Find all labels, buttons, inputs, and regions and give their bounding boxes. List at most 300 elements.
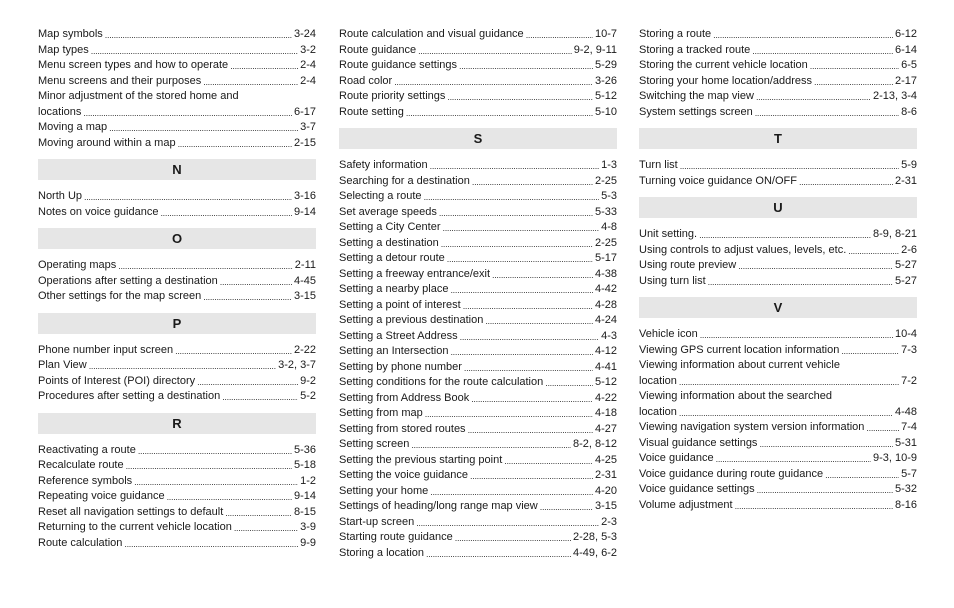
index-entry bbox=[38, 389, 316, 405]
index-entry bbox=[639, 43, 917, 59]
index-entry-title: Set average speeds bbox=[339, 205, 437, 218]
dot-leader bbox=[411, 441, 571, 450]
dot-leader bbox=[394, 77, 593, 86]
dot-leader bbox=[679, 408, 893, 417]
index-entry bbox=[38, 43, 316, 59]
dot-leader bbox=[713, 31, 893, 40]
index-entry-page: 3-2 bbox=[300, 43, 316, 56]
dot-leader bbox=[430, 487, 593, 496]
index-entry-page: 3-2, 3-7 bbox=[278, 359, 316, 371]
index-entry-title: Settings of heading/long range map view bbox=[339, 500, 538, 512]
index-column-3 bbox=[639, 27, 917, 513]
index-entry-title: Using turn list bbox=[639, 274, 706, 287]
dot-leader bbox=[83, 108, 292, 117]
index-entry-title: Plan View bbox=[38, 359, 87, 371]
index-entry-title: Turn list bbox=[639, 159, 678, 171]
dot-leader bbox=[799, 177, 893, 186]
index-entry-title: Procedures after setting a destination bbox=[38, 390, 221, 402]
index-entry bbox=[339, 298, 617, 314]
dot-leader bbox=[225, 508, 292, 517]
index-entry-title: Switching the map view bbox=[639, 90, 754, 102]
index-entry-page: 3-15 bbox=[594, 500, 617, 512]
index-entry bbox=[639, 436, 917, 452]
index-entry-page: 2-31 bbox=[894, 174, 917, 187]
index-entry-page: 5-27 bbox=[894, 274, 917, 287]
index-entry bbox=[38, 120, 316, 136]
index-entry bbox=[339, 530, 617, 546]
index-entry-page: 3-7 bbox=[300, 121, 316, 133]
index-entry bbox=[339, 189, 617, 205]
dot-leader bbox=[134, 477, 298, 486]
index-entry-title: Minor adjustment of the stored home and bbox=[38, 90, 239, 102]
index-entry bbox=[38, 505, 316, 521]
index-entry bbox=[339, 468, 617, 484]
index-entry bbox=[38, 205, 316, 221]
index-entry bbox=[38, 489, 316, 505]
index-entry-title: Phone number input screen bbox=[38, 343, 174, 356]
section-letter-header: R bbox=[38, 413, 316, 434]
dot-leader bbox=[463, 301, 593, 310]
section-letter-header: N bbox=[38, 159, 316, 180]
index-entry bbox=[639, 451, 917, 467]
index-entry-title: Viewing information about current vehicle bbox=[639, 359, 840, 371]
index-entry-title: Setting a City Center bbox=[339, 221, 441, 233]
index-entry-title: Points of Interest (POI) directory bbox=[38, 374, 196, 387]
dot-leader bbox=[234, 524, 298, 533]
index-entry bbox=[38, 289, 316, 305]
index-entry-title: Map symbols bbox=[38, 28, 103, 40]
index-entry-title: Route guidance settings bbox=[339, 59, 458, 71]
dot-leader bbox=[447, 255, 593, 264]
index-entry-page: 4-48 bbox=[894, 405, 917, 418]
index-entry bbox=[339, 546, 617, 562]
index-entry-page: 8-2, 8-12 bbox=[572, 438, 617, 450]
index-entry bbox=[339, 282, 617, 298]
index-entry bbox=[639, 74, 917, 90]
index-entry-title: Route priority settings bbox=[339, 90, 446, 102]
index-entry-title: Vehicle icon bbox=[639, 328, 698, 340]
index-entry bbox=[38, 443, 316, 459]
index-entry-title: Starting route guidance bbox=[339, 531, 453, 543]
index-entry-page: 5-2 bbox=[300, 390, 316, 402]
index-entry-page: 4-24 bbox=[594, 314, 617, 326]
index-entry bbox=[38, 536, 316, 552]
dot-leader bbox=[124, 539, 298, 548]
index-entry bbox=[38, 520, 316, 536]
index-entry bbox=[639, 105, 917, 121]
index-entry-title: Using controls to adjust values, levels, etc. bbox=[639, 243, 847, 256]
index-entry-title: Safety information bbox=[339, 159, 428, 171]
index-entry-title: Setting screen bbox=[339, 438, 410, 450]
index-entry bbox=[339, 251, 617, 267]
index-entry-page: 4-22 bbox=[594, 391, 617, 404]
dot-leader bbox=[735, 501, 893, 510]
dot-leader bbox=[460, 332, 599, 341]
index-entry-title: Turning voice guidance ON/OFF bbox=[639, 174, 797, 187]
index-entry-title: Returning to the current vehicle location bbox=[38, 521, 232, 533]
index-entry bbox=[38, 274, 316, 290]
index-entry-title: Setting a destination bbox=[339, 236, 439, 249]
index-entry bbox=[38, 74, 316, 90]
index-entry-title-continued: locations bbox=[38, 105, 82, 118]
index-entry-title: Voice guidance during route guidance bbox=[639, 467, 824, 480]
dot-leader bbox=[464, 363, 593, 372]
dot-leader bbox=[441, 239, 593, 248]
index-entry-title: Route setting bbox=[339, 105, 404, 118]
dot-leader bbox=[679, 377, 899, 386]
index-entry-page: 6-12 bbox=[894, 28, 917, 40]
index-entry bbox=[339, 391, 617, 407]
dot-leader bbox=[203, 293, 292, 302]
index-entry-page: 3-16 bbox=[293, 190, 316, 202]
index-entry bbox=[339, 499, 617, 515]
index-entry-title: Storing a location bbox=[339, 546, 424, 559]
index-entry bbox=[339, 236, 617, 252]
index-entry-page: 2-6 bbox=[901, 243, 917, 256]
index-entry-page: 1-3 bbox=[601, 159, 617, 171]
index-entry-title: Notes on voice guidance bbox=[38, 205, 159, 218]
index-entry-title: Setting a freeway entrance/exit bbox=[339, 267, 491, 280]
index-entry-page: 2-31 bbox=[594, 469, 617, 481]
index-entry-page: 3-24 bbox=[293, 28, 316, 40]
dot-leader bbox=[699, 231, 871, 240]
index-entry-title: Route calculation and visual guidance bbox=[339, 28, 524, 40]
index-entry bbox=[339, 406, 617, 422]
dot-leader bbox=[425, 410, 593, 419]
dot-leader bbox=[203, 77, 298, 86]
index-entry-page: 6-17 bbox=[293, 105, 316, 118]
index-entry-page: 8-15 bbox=[293, 505, 316, 518]
index-entry-title: Reference symbols bbox=[38, 474, 133, 487]
index-entry-title-continued: location bbox=[639, 374, 677, 387]
index-entry-title: Recalculate route bbox=[38, 459, 124, 471]
index-entry-page: 2-4 bbox=[300, 59, 316, 71]
section-letter-header: O bbox=[38, 228, 316, 249]
index-entry-page: 5-12 bbox=[594, 376, 617, 388]
dot-leader bbox=[424, 193, 600, 202]
index-entry-title: Moving around within a map bbox=[38, 136, 176, 149]
index-entry bbox=[339, 89, 617, 105]
dot-leader bbox=[197, 377, 298, 386]
index-entry-title: Operations after setting a destination bbox=[38, 274, 218, 287]
index-entry-title: Viewing GPS current location information bbox=[639, 343, 840, 356]
index-entry-title: Storing a route bbox=[639, 28, 712, 40]
index-entry-title: System settings screen bbox=[639, 105, 753, 118]
index-entry bbox=[38, 58, 316, 74]
dot-leader bbox=[91, 46, 298, 55]
index-entry-title: Searching for a destination bbox=[339, 174, 470, 187]
dot-leader bbox=[126, 462, 292, 471]
section-letter-header: V bbox=[639, 297, 917, 318]
index-entry-title: Setting a previous destination bbox=[339, 314, 484, 326]
index-entry-page: 2-15 bbox=[293, 136, 316, 149]
index-entry-title: Setting the previous starting point bbox=[339, 453, 503, 466]
index-entry-page: 5-29 bbox=[594, 59, 617, 71]
index-entry-page: 2-25 bbox=[594, 174, 617, 187]
dot-leader bbox=[756, 93, 871, 102]
dot-leader bbox=[222, 393, 298, 402]
dot-leader bbox=[540, 503, 593, 512]
dot-leader bbox=[105, 31, 292, 40]
index-entry-title: Start-up screen bbox=[339, 515, 415, 528]
index-entry bbox=[339, 74, 617, 90]
index-entry bbox=[38, 474, 316, 490]
index-entry bbox=[639, 467, 917, 483]
index-entry bbox=[639, 343, 917, 359]
index-entry bbox=[38, 89, 316, 120]
dot-leader bbox=[430, 162, 599, 171]
index-entry-page: 4-42 bbox=[594, 283, 617, 295]
index-entry-page: 9-2, 9-11 bbox=[573, 43, 617, 56]
section-letter-header: P bbox=[38, 313, 316, 334]
section-letter-header: U bbox=[639, 197, 917, 218]
dot-leader bbox=[84, 193, 292, 202]
index-entry bbox=[38, 458, 316, 474]
dot-leader bbox=[472, 177, 593, 186]
index-entry-page: 8-9, 8-21 bbox=[872, 228, 917, 240]
index-entry bbox=[639, 498, 917, 514]
index-entry-page: 4-18 bbox=[594, 407, 617, 419]
dot-leader bbox=[680, 162, 899, 171]
dot-leader bbox=[492, 270, 593, 279]
index-entry-page: 4-49, 6-2 bbox=[572, 546, 617, 559]
index-entry bbox=[339, 313, 617, 329]
dot-leader bbox=[471, 394, 593, 403]
dot-leader bbox=[848, 246, 899, 255]
index-entry-title: Reactivating a route bbox=[38, 443, 136, 456]
dot-leader bbox=[418, 46, 572, 55]
dot-leader bbox=[866, 424, 899, 433]
index-entry-title: Storing a tracked route bbox=[639, 43, 751, 56]
index-entry bbox=[639, 243, 917, 259]
index-entry bbox=[38, 136, 316, 152]
dot-leader bbox=[545, 379, 593, 388]
index-entry bbox=[38, 358, 316, 374]
dot-leader bbox=[841, 346, 899, 355]
index-entry-page: 4-25 bbox=[594, 453, 617, 466]
index-entry bbox=[339, 453, 617, 469]
index-entry bbox=[339, 43, 617, 59]
index-entry-title-continued: location bbox=[639, 405, 677, 418]
index-entry-page: 8-16 bbox=[894, 498, 917, 511]
section-letter-header: S bbox=[339, 128, 617, 149]
index-entry-page: 7-3 bbox=[901, 343, 917, 356]
dot-leader bbox=[118, 262, 293, 271]
index-entry bbox=[639, 258, 917, 274]
index-entry-title: Setting the voice guidance bbox=[339, 469, 469, 481]
index-entry-page: 5-17 bbox=[594, 252, 617, 264]
index-entry bbox=[639, 227, 917, 243]
dot-leader bbox=[450, 286, 593, 295]
index-entry bbox=[339, 515, 617, 531]
dot-leader bbox=[455, 534, 571, 543]
index-entry bbox=[639, 482, 917, 498]
index-entry bbox=[38, 258, 316, 274]
dot-leader bbox=[426, 549, 571, 558]
index-entry-title: Storing the current vehicle location bbox=[639, 59, 808, 71]
index-entry-page: 4-45 bbox=[293, 274, 316, 287]
index-entry-title: Setting a nearby place bbox=[339, 283, 449, 295]
index-entry bbox=[339, 58, 617, 74]
index-entry bbox=[639, 274, 917, 290]
index-entry bbox=[339, 344, 617, 360]
index-entry-page: 8-6 bbox=[901, 105, 917, 118]
dot-leader bbox=[755, 108, 899, 117]
index-entry bbox=[639, 389, 917, 420]
index-entry-page: 5-36 bbox=[293, 443, 316, 456]
dot-leader bbox=[178, 139, 292, 148]
dot-leader bbox=[443, 224, 600, 233]
index-entry bbox=[639, 174, 917, 190]
index-entry-page: 2-25 bbox=[594, 236, 617, 249]
index-entry-page: 3-15 bbox=[293, 290, 316, 302]
index-entry bbox=[339, 267, 617, 283]
dot-leader bbox=[700, 331, 893, 340]
index-entry-title: Setting a detour route bbox=[339, 252, 445, 264]
index-entry-page: 9-14 bbox=[293, 490, 316, 502]
index-column-1 bbox=[38, 27, 316, 551]
index-entry-page: 5-12 bbox=[594, 90, 617, 102]
index-entry-page: 9-2 bbox=[300, 374, 316, 387]
dot-leader bbox=[406, 108, 593, 117]
index-entry-title: Setting your home bbox=[339, 484, 429, 497]
dot-leader bbox=[450, 348, 593, 357]
index-entry-title: Menu screens and their purposes bbox=[38, 74, 202, 87]
index-entry-title: Using route preview bbox=[639, 259, 737, 271]
dot-leader bbox=[439, 208, 593, 217]
index-entry-title: Operating maps bbox=[38, 259, 117, 271]
dot-leader bbox=[752, 46, 893, 55]
index-entry-page: 5-33 bbox=[594, 205, 617, 218]
index-entry bbox=[339, 329, 617, 345]
index-entry bbox=[38, 27, 316, 43]
index-entry-title: Setting by phone number bbox=[339, 360, 462, 373]
index-entry-title: Setting conditions for the route calculation bbox=[339, 376, 544, 388]
section-letter-header: T bbox=[639, 128, 917, 149]
index-entry-page: 2-13, 3-4 bbox=[872, 90, 917, 102]
index-entry-page: 2-11 bbox=[294, 259, 316, 271]
index-entry-page: 6-5 bbox=[901, 59, 917, 71]
dot-leader bbox=[470, 472, 593, 481]
index-entry-page: 2-28, 5-3 bbox=[572, 531, 617, 543]
dot-leader bbox=[526, 31, 593, 40]
dot-leader bbox=[89, 362, 276, 371]
index-entry-title: North Up bbox=[38, 190, 83, 202]
index-entry-title: Setting from map bbox=[339, 407, 423, 419]
index-column-2 bbox=[339, 27, 617, 561]
index-entry bbox=[339, 437, 617, 453]
dot-leader bbox=[814, 77, 893, 86]
dot-leader bbox=[167, 493, 292, 502]
index-entry-title: Volume adjustment bbox=[639, 498, 733, 511]
index-entry bbox=[339, 375, 617, 391]
index-entry-page: 5-32 bbox=[894, 483, 917, 495]
index-entry-title: Visual guidance settings bbox=[639, 436, 758, 449]
index-entry-page: 4-8 bbox=[601, 221, 617, 233]
dot-leader bbox=[220, 277, 292, 286]
dot-leader bbox=[416, 518, 599, 527]
index-entry-title: Map types bbox=[38, 43, 89, 56]
index-entry-title: Setting a point of interest bbox=[339, 298, 461, 311]
index-entry bbox=[38, 189, 316, 205]
index-entry-page: 9-14 bbox=[293, 205, 316, 218]
index-entry-title: Voice guidance settings bbox=[639, 483, 755, 495]
index-entry-page: 5-7 bbox=[901, 467, 917, 480]
index-entry-page: 3-9 bbox=[300, 521, 316, 533]
index-entry-title: Unit setting. bbox=[639, 228, 698, 240]
index-entry bbox=[639, 58, 917, 74]
index-entry-title: Route calculation bbox=[38, 536, 123, 549]
index-entry bbox=[339, 422, 617, 438]
index-entry-title: Route guidance bbox=[339, 43, 417, 56]
dot-leader bbox=[708, 277, 893, 286]
index-entry bbox=[339, 360, 617, 376]
index-entry bbox=[38, 374, 316, 390]
index-entry-page: 7-2 bbox=[901, 374, 917, 387]
dot-leader bbox=[485, 317, 593, 326]
index-entry-page: 2-3 bbox=[601, 515, 617, 528]
index-entry-page: 5-31 bbox=[894, 436, 917, 449]
index-entry-title: Setting from Address Book bbox=[339, 391, 470, 404]
dot-leader bbox=[738, 262, 893, 271]
dot-leader bbox=[759, 439, 893, 448]
dot-leader bbox=[447, 93, 593, 102]
dot-leader bbox=[468, 425, 593, 434]
index-entry-page: 2-4 bbox=[300, 74, 316, 87]
dot-leader bbox=[175, 346, 292, 355]
index-entry-page: 5-3 bbox=[601, 190, 617, 202]
index-entry-page: 3-26 bbox=[594, 74, 617, 87]
index-entry bbox=[639, 27, 917, 43]
index-entry bbox=[339, 27, 617, 43]
index-entry-page: 2-22 bbox=[293, 343, 316, 356]
index-entry-title: Repeating voice guidance bbox=[38, 490, 165, 502]
index-entry bbox=[339, 484, 617, 500]
index-entry-page: 4-27 bbox=[594, 422, 617, 435]
index-entry bbox=[339, 174, 617, 190]
index-entry bbox=[639, 158, 917, 174]
index-entry-page: 4-41 bbox=[594, 360, 617, 373]
dot-leader bbox=[138, 446, 292, 455]
index-entry-page: 1-2 bbox=[300, 474, 316, 487]
dot-leader bbox=[230, 62, 298, 71]
index-entry-title: Moving a map bbox=[38, 121, 108, 133]
index-entry bbox=[639, 358, 917, 389]
index-entry-page: 6-14 bbox=[894, 43, 917, 56]
index-entry bbox=[639, 420, 917, 436]
index-entry-title: Road color bbox=[339, 74, 393, 87]
index-entry-title: Setting an Intersection bbox=[339, 345, 449, 357]
index-entry-title: Viewing navigation system version information bbox=[639, 421, 865, 433]
index-entry-title: Setting a Street Address bbox=[339, 329, 458, 342]
index-entry-title: Viewing information about the searched bbox=[639, 390, 833, 402]
index-entry-page: 9-9 bbox=[300, 536, 316, 549]
index-entry-page: 5-27 bbox=[894, 259, 917, 271]
index-entry-title: Voice guidance bbox=[639, 452, 714, 464]
index-entry-page: 10-4 bbox=[894, 328, 917, 340]
index-entry bbox=[339, 105, 617, 121]
index-entry bbox=[339, 220, 617, 236]
dot-leader bbox=[109, 124, 298, 133]
dot-leader bbox=[810, 62, 899, 71]
index-entry-page: 2-17 bbox=[894, 74, 917, 87]
dot-leader bbox=[504, 456, 593, 465]
dot-leader bbox=[757, 486, 893, 495]
index-entry-title: Menu screen types and how to operate bbox=[38, 59, 229, 71]
index-entry-title: Reset all navigation settings to default bbox=[38, 505, 224, 518]
index-entry-page: 7-4 bbox=[901, 421, 917, 433]
index-entry bbox=[339, 158, 617, 174]
